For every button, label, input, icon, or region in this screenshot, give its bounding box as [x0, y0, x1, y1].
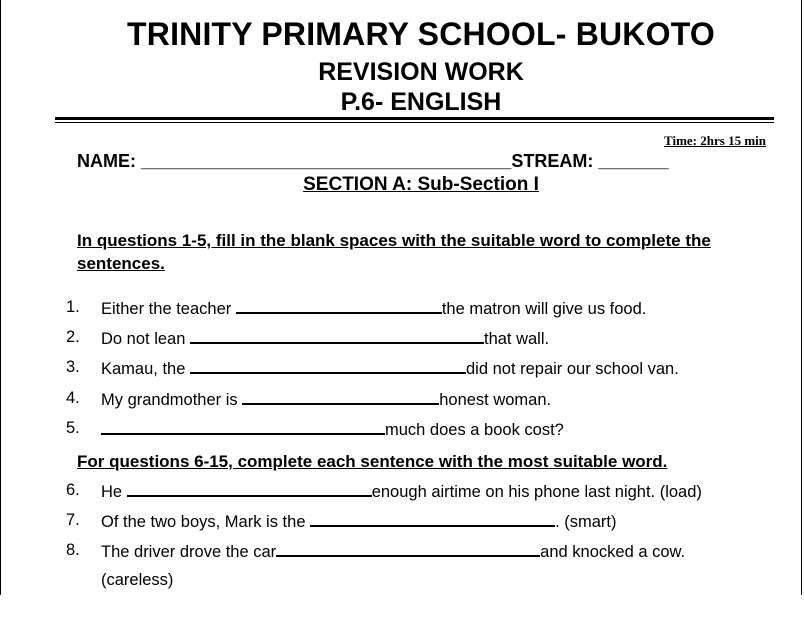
question-text-before: Either the teacher	[101, 300, 236, 318]
question-text-before: Do not lean	[101, 330, 190, 348]
question-number: 6.	[66, 481, 80, 499]
question-number: 8.	[66, 541, 80, 559]
school-name: TRINITY PRIMARY SCHOOL- BUKOTO	[127, 16, 715, 52]
question-text-after: honest woman.	[439, 391, 552, 409]
instruction-1: In questions 1-5, fill in the blank spaces with the suitable word to complete the sentences.	[77, 231, 711, 273]
question-text-before: Kamau, the	[101, 360, 190, 378]
question-text-after: . (smart)	[555, 513, 617, 531]
question-text-before: Of the two boys, Mark is the	[101, 513, 311, 531]
question-number: 3.	[66, 358, 80, 376]
answer-blank	[190, 358, 466, 374]
question-text-after: did not repair our school van.	[465, 360, 679, 378]
time-allowed: Time: 2hrs 15 min	[664, 133, 766, 148]
answer-blank	[310, 511, 555, 527]
name-stream-line	[77, 151, 669, 172]
answer-blank	[276, 541, 540, 557]
answer-blank	[127, 481, 372, 497]
question-8-continuation: (careless)	[101, 571, 174, 589]
name-blank: _____________________________________	[141, 151, 512, 171]
section-title: SECTION A: Sub-Section I	[303, 174, 539, 195]
name-label: NAME:	[77, 151, 136, 171]
question-text-after: enough airtime on his phone last night. (load)	[371, 483, 702, 501]
question-number: 4.	[66, 389, 80, 407]
header-rule-thin	[55, 122, 774, 123]
question-text-after: the matron will give us food.	[441, 300, 647, 318]
question-text-after: much does a book cost?	[385, 421, 564, 439]
question-text-after: that wall.	[483, 330, 550, 348]
stream-label: STREAM:	[511, 151, 594, 171]
answer-blank	[190, 328, 484, 344]
question-number: 1.	[66, 298, 80, 316]
question-text-before: He	[101, 483, 127, 501]
question-text-before: My grandmother is	[101, 391, 243, 409]
header-rule-thick	[55, 117, 774, 120]
subject-title: P.6- ENGLISH	[340, 88, 502, 116]
stream-blank: _______	[598, 151, 669, 171]
answer-blank	[236, 298, 442, 314]
question-text-after: and knocked a cow.	[540, 543, 686, 561]
answer-blank	[101, 419, 385, 435]
question-number: 2.	[66, 328, 80, 346]
instruction-2: For questions 6-15, complete each sentence with the most suitable word.	[77, 452, 668, 471]
question-text-before: The driver drove the car	[101, 543, 277, 561]
revision-title: REVISION WORK	[318, 58, 524, 86]
question-number: 7.	[66, 511, 80, 529]
answer-blank	[242, 389, 439, 405]
question-number: 5.	[66, 419, 80, 437]
